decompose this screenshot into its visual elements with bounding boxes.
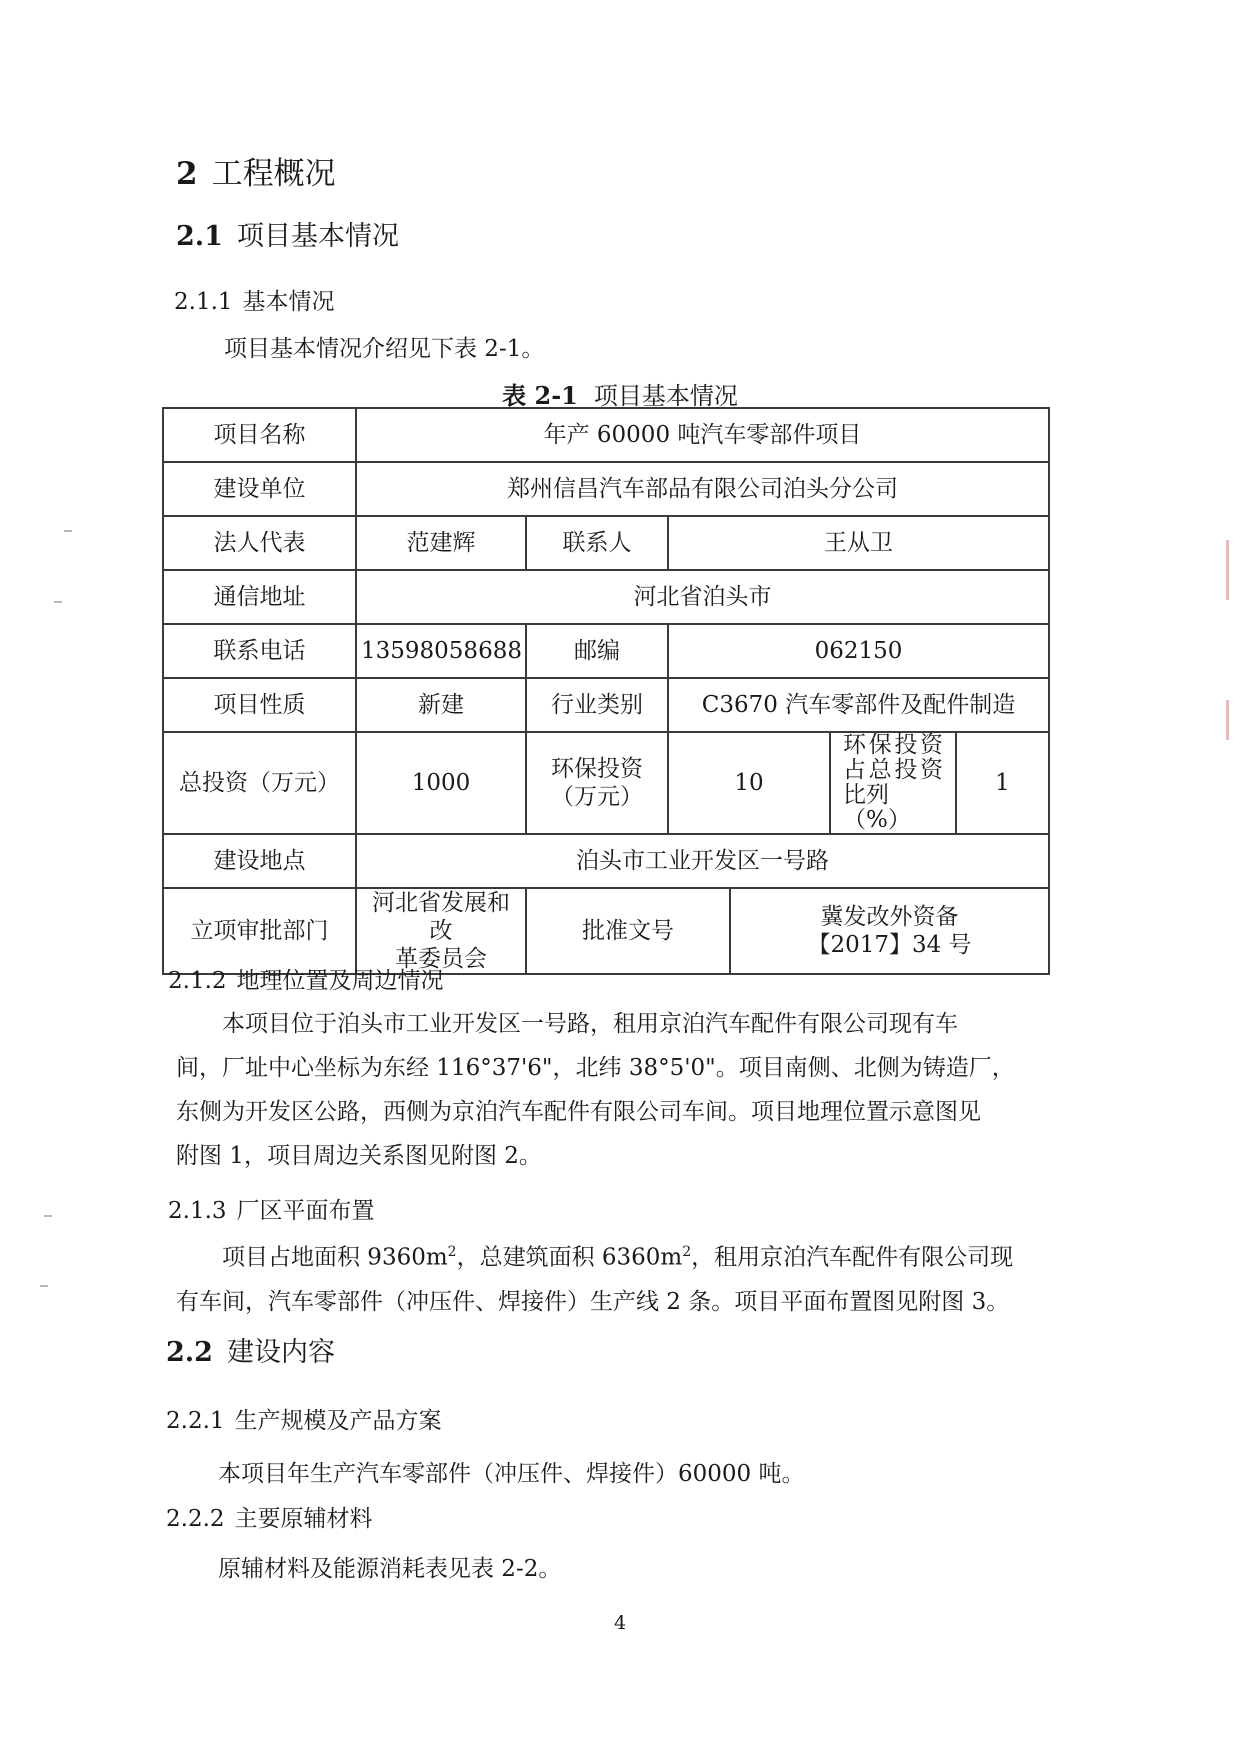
scale-paragraph: 本项目年生产汽车零部件（冲压件、焊接件）60000 吨。 xyxy=(218,1461,805,1487)
materials-paragraph: 原辅材料及能源消耗表见表 2-2。 xyxy=(218,1556,562,1582)
project-name-label: 项目名称 xyxy=(163,408,356,462)
heading-2-2-1 xyxy=(166,1402,442,1435)
heading-title: 生产规模及产品方案 xyxy=(234,1408,442,1434)
approval-dept-line: 革委员会 xyxy=(395,946,487,972)
table-row xyxy=(163,678,1049,732)
section-number: 2 xyxy=(176,156,198,192)
table-row xyxy=(163,732,1049,834)
table-row xyxy=(163,624,1049,678)
subsection-heading-2-2 xyxy=(166,1330,335,1369)
table-row xyxy=(163,570,1049,624)
site-label: 建设地点 xyxy=(163,834,356,888)
layout-line: 有车间，汽车零部件（冲压件、焊接件）生产线 2 条。项目平面布置图见附图 3。 xyxy=(176,1288,1010,1315)
env-ratio-label xyxy=(830,732,956,834)
industry-label: 行业类别 xyxy=(526,678,668,732)
layout-line xyxy=(176,1230,1048,1280)
geo-paragraph xyxy=(176,1002,1048,1178)
scan-mark xyxy=(1226,540,1229,600)
contact-value: 王从卫 xyxy=(668,516,1049,570)
approval-dept-label: 立项审批部门 xyxy=(163,888,356,974)
total-invest-label: 总投资（万元） xyxy=(163,732,356,834)
subsection-heading-2-1 xyxy=(176,214,399,253)
legal-rep-label: 法人代表 xyxy=(163,516,356,570)
env-invest-label-line: （万元） xyxy=(551,784,643,810)
section-heading xyxy=(176,148,336,193)
heading-title: 厂区平面布置 xyxy=(236,1198,375,1224)
builder-label: 建设单位 xyxy=(163,462,356,516)
approval-dept-line: 河北省发展和改 xyxy=(372,890,510,944)
superscript: 2 xyxy=(682,1244,692,1260)
heading-number: 2.2.1 xyxy=(166,1408,225,1434)
geo-line: 本项目位于泊头市工业开发区一号路，租用京泊汽车配件有限公司现有车 xyxy=(222,1011,958,1037)
subsection-title: 项目基本情况 xyxy=(236,221,399,252)
heading-number: 2.2.2 xyxy=(166,1506,225,1532)
env-invest-label-line: 环保投资 xyxy=(551,756,643,782)
layout-text: 项目占地面积 9360m xyxy=(222,1244,448,1271)
scan-mark xyxy=(54,601,62,603)
geo-line: 附图 1，项目周边关系图见附图 2。 xyxy=(176,1143,542,1169)
heading-number: 2.1.2 xyxy=(168,968,227,994)
site-value: 泊头市工业开发区一号路 xyxy=(356,834,1049,888)
address-value: 河北省泊头市 xyxy=(356,570,1049,624)
env-invest-value: 10 xyxy=(668,732,830,834)
table-row xyxy=(163,834,1049,888)
total-invest-value: 1000 xyxy=(356,732,526,834)
table-caption-number: 表 2-1 xyxy=(502,381,578,410)
legal-rep-value: 范建辉 xyxy=(356,516,526,570)
layout-paragraph xyxy=(176,1230,1048,1324)
address-label: 通信地址 xyxy=(163,570,356,624)
subsection-number: 2.2 xyxy=(166,1337,213,1368)
industry-value: C3670 汽车零部件及配件制造 xyxy=(668,678,1049,732)
table-row xyxy=(163,408,1049,462)
project-name-value: 年产 60000 吨汽车零部件项目 xyxy=(356,408,1049,462)
intro-paragraph: 项目基本情况介绍见下表 2-1。 xyxy=(224,336,545,362)
layout-text: ，租用京泊汽车配件有限公司现 xyxy=(691,1244,1014,1271)
env-ratio-label-line: 占总投资 xyxy=(843,757,943,783)
geo-line: 间，厂址中心坐标为东经 116°37'6"，北纬 38°5'0"。项目南侧、北侧为铸造厂， xyxy=(176,1055,1015,1081)
phone-label: 联系电话 xyxy=(163,624,356,678)
project-info-table xyxy=(162,407,1050,975)
builder-value: 郑州信昌汽车部品有限公司泊头分公司 xyxy=(356,462,1049,516)
scan-mark xyxy=(64,530,72,532)
nature-value: 新建 xyxy=(356,678,526,732)
heading-2-1-3 xyxy=(168,1192,375,1225)
geo-line: 东侧为开发区公路，西侧为京泊汽车配件有限公司车间。项目地理位置示意图见 xyxy=(176,1099,981,1125)
heading-title: 主要原辅材料 xyxy=(234,1506,373,1532)
approval-no-line: 冀发改外资备 xyxy=(820,904,959,930)
approval-no-line: 【2017】34 号 xyxy=(807,932,972,958)
heading-title: 地理位置及周边情况 xyxy=(236,968,444,994)
superscript: 2 xyxy=(447,1244,457,1260)
heading-title: 基本情况 xyxy=(242,289,335,315)
section-title: 工程概况 xyxy=(211,156,336,192)
heading-2-1-2 xyxy=(168,962,444,995)
table-caption xyxy=(0,376,1240,411)
heading-number: 2.1.1 xyxy=(174,289,233,315)
scan-mark xyxy=(44,1215,52,1217)
heading-number: 2.1.3 xyxy=(168,1198,227,1224)
phone-value: 13598058688 xyxy=(356,624,526,678)
env-ratio-label-line: 比列（%） xyxy=(843,782,911,833)
table-row xyxy=(163,516,1049,570)
heading-2-1-1 xyxy=(174,283,335,316)
scan-mark xyxy=(40,1285,48,1287)
env-invest-label xyxy=(526,732,668,834)
scan-mark xyxy=(1226,700,1229,740)
nature-label: 项目性质 xyxy=(163,678,356,732)
postcode-value: 062150 xyxy=(668,624,1049,678)
layout-text: ，总建筑面积 6360m xyxy=(456,1244,683,1271)
contact-label: 联系人 xyxy=(526,516,668,570)
heading-2-2-2 xyxy=(166,1500,373,1533)
table-caption-title: 项目基本情况 xyxy=(593,382,738,410)
approval-no-label: 批准文号 xyxy=(526,888,730,974)
approval-no-value xyxy=(730,888,1049,974)
postcode-label: 邮编 xyxy=(526,624,668,678)
page-number: 4 xyxy=(613,1612,627,1634)
subsection-number: 2.1 xyxy=(176,221,223,252)
env-ratio-label-line: 环保投资 xyxy=(843,732,943,758)
table-row xyxy=(163,462,1049,516)
env-ratio-value: 1 xyxy=(956,732,1049,834)
subsection-title: 建设内容 xyxy=(226,1337,335,1368)
